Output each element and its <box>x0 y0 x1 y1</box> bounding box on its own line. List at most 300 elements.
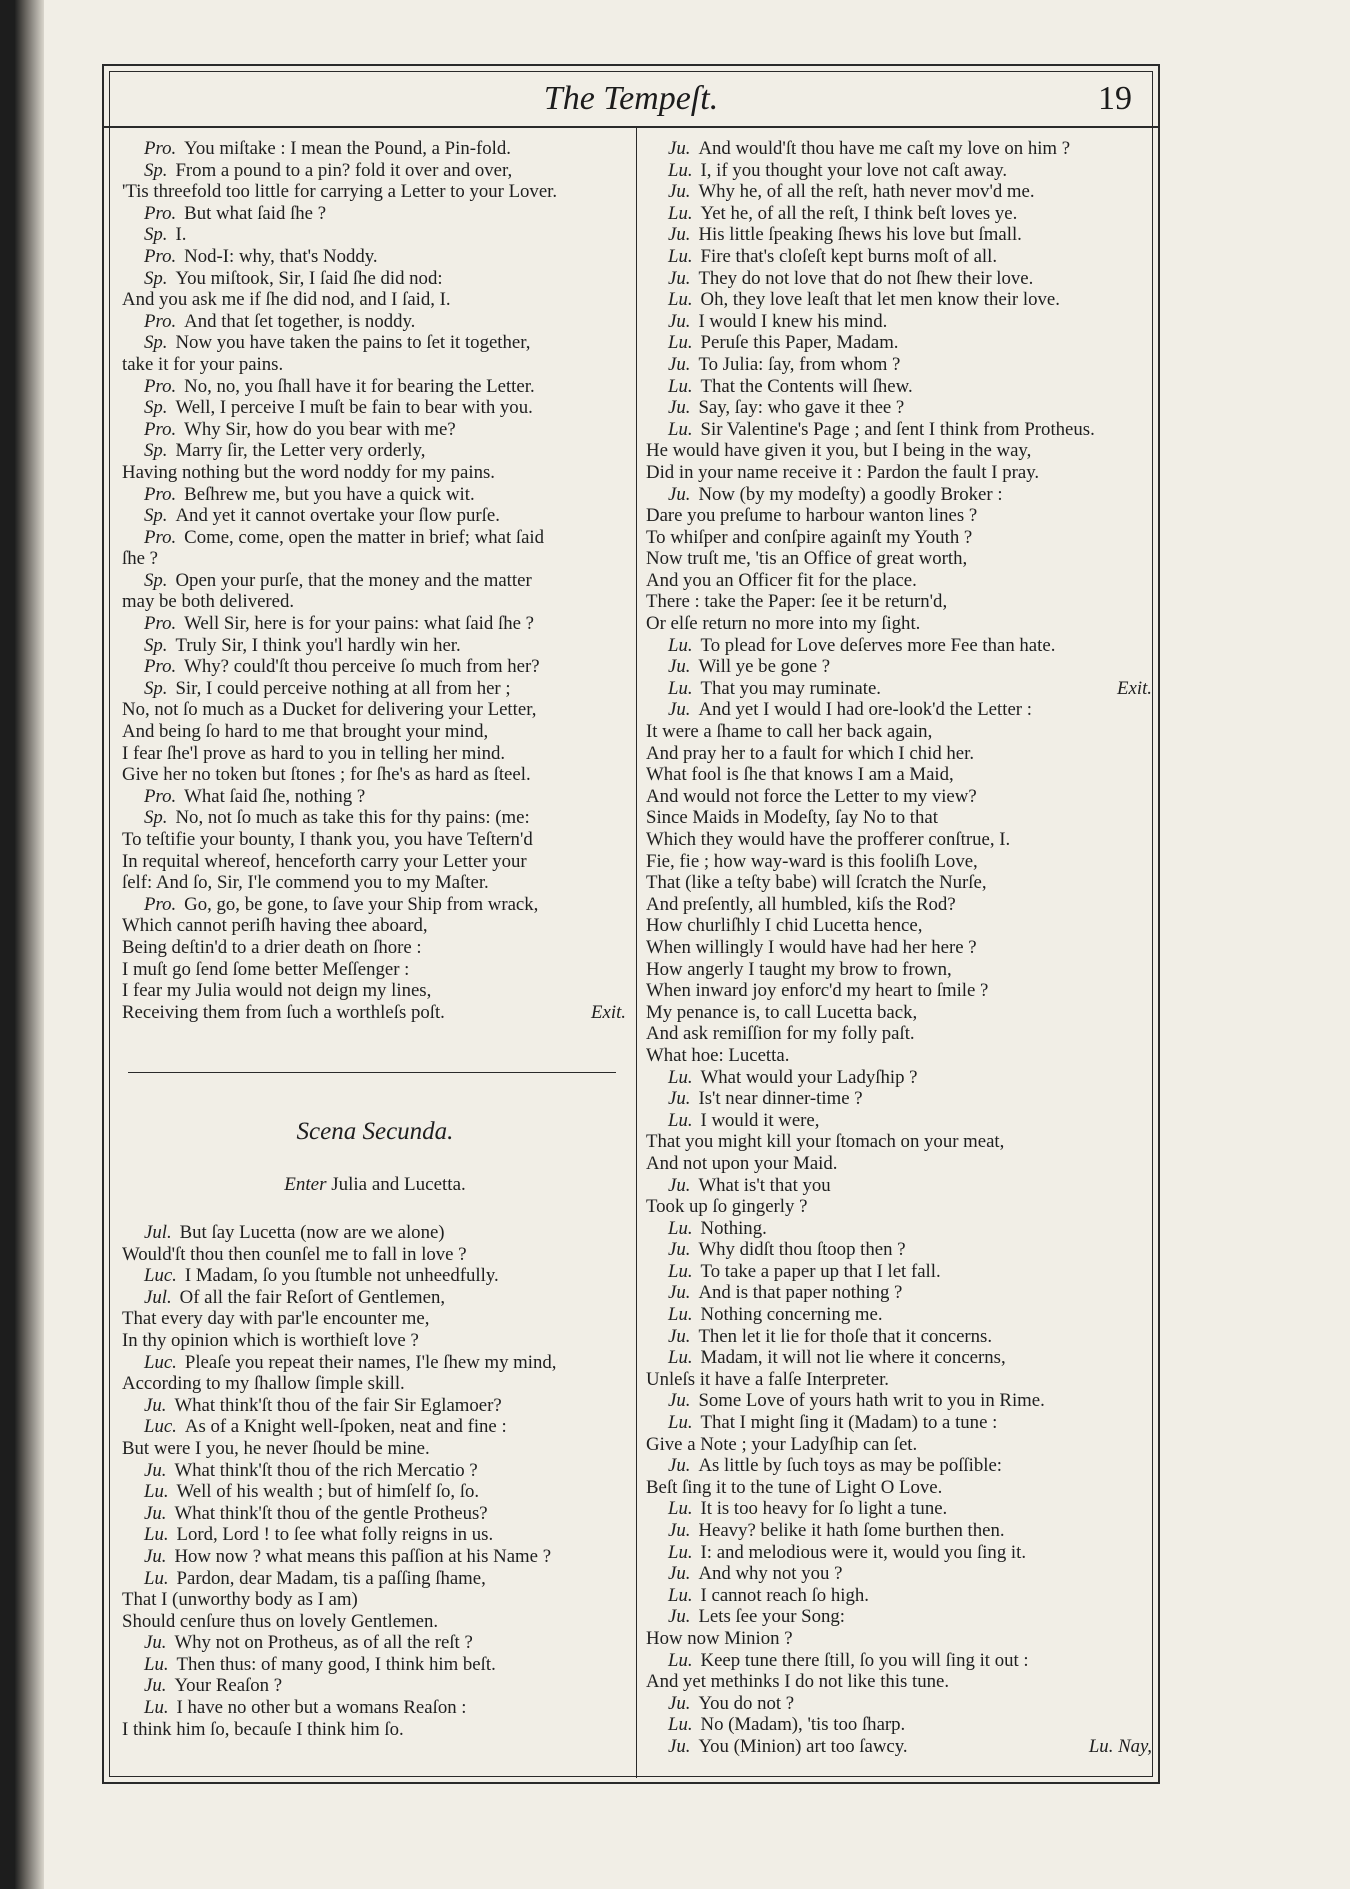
text-line <box>646 332 1154 354</box>
text-line <box>122 1416 628 1438</box>
line-text: I Madam, ſo you ſtumble not unheedfully. <box>184 1265 499 1287</box>
text-line <box>122 181 628 203</box>
text-line <box>122 397 628 419</box>
speaker-label: Lu. <box>668 1412 693 1434</box>
line-text: Which cannot periſh having thee aboard, <box>122 915 428 937</box>
line-text: Fire that's cloſeſt kept burns moſt of all. <box>700 245 998 267</box>
line-text: What think'ſt thou of the fair Sir Eglamoer? <box>174 1394 502 1416</box>
text-line <box>646 246 1154 268</box>
line-text: Your Reaſon ? <box>174 1675 283 1697</box>
line-text: may be both delivered. <box>122 591 295 613</box>
text-line <box>122 1697 628 1719</box>
line-text: I. <box>175 224 187 246</box>
text-line <box>646 915 1154 937</box>
line-text: And not upon your Maid. <box>646 1152 838 1174</box>
line-text: And preſently, all humbled, kiſs the Rod? <box>646 893 956 915</box>
line-text: And ask remiſſion for my folly paſt. <box>646 1023 915 1045</box>
line-text: Which they would have the profferer conſtrue, I. <box>646 829 1011 850</box>
speaker-label: Pro. <box>144 245 177 267</box>
line-text: In thy opinion which is worthieſt love ? <box>122 1329 419 1351</box>
text-line <box>122 678 628 700</box>
text-line <box>122 1222 628 1244</box>
line-text: That you may ruminate. <box>700 677 881 699</box>
text-line <box>646 1542 1154 1564</box>
line-text: I would I knew his mind. <box>698 310 888 332</box>
text-line <box>122 1287 628 1309</box>
speaker-label: Pro. <box>144 138 177 159</box>
speaker-label: Sp. <box>144 634 168 656</box>
line-text: Truly Sir, I think you'l hardly win her. <box>175 634 461 656</box>
line-text: Took up ſo gingerly ? <box>646 1196 808 1218</box>
line-text: take it for your pains. <box>122 353 284 375</box>
text-line <box>122 894 628 916</box>
speaker-label: Ju. <box>668 1088 691 1110</box>
text-line <box>646 1326 1154 1348</box>
line-text: But what ſaid ſhe ? <box>184 202 327 224</box>
line-text: And you an Officer fit for the place. <box>646 569 917 591</box>
speaker-label: Ju. <box>668 1390 691 1412</box>
header-rule <box>102 126 1160 128</box>
speaker-label: Ju. <box>668 656 691 678</box>
speaker-label: Lu. <box>668 418 693 440</box>
speaker-label: Sp. <box>144 159 168 181</box>
speaker-label: Pro. <box>144 375 177 397</box>
speaker-label: Ju. <box>668 699 691 721</box>
text-line <box>122 980 628 1002</box>
text-line <box>122 376 628 398</box>
line-text: You miſtake : I mean the Pound, a Pin-fold. <box>184 138 511 159</box>
text-line <box>122 635 628 657</box>
speaker-label: Sp. <box>144 397 168 419</box>
speaker-label: Lu. <box>668 1541 693 1563</box>
line-text: Did in your name receive it : Pardon the fault I pray. <box>646 461 1040 483</box>
text-line <box>646 1110 1154 1132</box>
text-line <box>646 440 1154 462</box>
text-line <box>122 203 628 225</box>
speaker-label: Sp. <box>144 224 168 246</box>
line-text: Well, I perceive I muſt be fain to bear with you. <box>175 397 533 419</box>
text-line <box>646 699 1154 721</box>
page-number: 19 <box>1098 80 1132 117</box>
text-line <box>646 138 1154 160</box>
line-text: I have no other but a womans Reaſon : <box>176 1697 467 1719</box>
line-text: When willingly I would have had her here ? <box>646 936 977 958</box>
line-text: Fie, fie ; how way-ward is this fooliſh Love, <box>646 850 978 872</box>
speaker-label: Ju. <box>144 1459 167 1481</box>
line-text: Receiving them from ſuch a worthleſs poſt. <box>122 1001 445 1023</box>
text-line <box>646 1282 1154 1304</box>
line-text: And you ask me if ſhe did nod, and I ſaid, I. <box>122 289 451 311</box>
text-line <box>122 289 628 311</box>
line-text: No, no, you ſhall have it for bearing the Letter. <box>184 375 535 397</box>
line-text: I would it were, <box>700 1109 820 1131</box>
line-text: Would'ſt thou then counſel me to fall in love ? <box>122 1243 467 1265</box>
page-gutter-shadow <box>14 0 44 1889</box>
text-line <box>646 1239 1154 1261</box>
text-line <box>122 786 628 808</box>
line-text: You miſtook, Sir, I ſaid ſhe did nod: <box>175 267 443 289</box>
line-text: Pleaſe you repeat their names, I'le ſhew my mind, <box>184 1351 557 1373</box>
text-line <box>122 1632 628 1654</box>
text-line <box>646 1196 1154 1218</box>
speaker-label: Ju. <box>668 1563 691 1585</box>
text-line <box>122 1503 628 1525</box>
line-text: Lets ſee your Song: <box>698 1606 846 1628</box>
line-text: Is't near dinner-time ? <box>698 1088 863 1110</box>
line-text: To whiſper and conſpire againſt my Youth ? <box>646 526 973 548</box>
text-line <box>122 1460 628 1482</box>
line-text: Dare you preſume to harbour wanton lines ? <box>646 505 978 527</box>
text-line <box>122 570 628 592</box>
line-text: Peruſe this Paper, Madam. <box>700 332 899 354</box>
line-text: As little by ſuch toys as may be poſſible: <box>698 1455 1003 1477</box>
text-line <box>122 1002 628 1024</box>
speaker-label: Sp. <box>144 332 168 354</box>
text-line <box>122 1611 628 1633</box>
speaker-label: Lu. <box>668 159 693 181</box>
text-line <box>122 548 628 570</box>
line-text: How now ? what means this paſſion at his Name ? <box>174 1545 552 1567</box>
text-line <box>122 1675 628 1697</box>
text-line <box>646 1153 1154 1175</box>
text-line <box>646 678 1154 700</box>
text-line <box>646 224 1154 246</box>
text-line <box>646 527 1154 549</box>
text-line <box>646 829 1154 851</box>
text-line <box>646 959 1154 981</box>
text-line <box>122 505 628 527</box>
speaker-label: Lu. <box>668 375 693 397</box>
line-text: According to my ſhallow ſimple skill. <box>122 1373 405 1395</box>
line-text: Give a Note ; your Ladyſhip can ſet. <box>646 1433 918 1455</box>
text-line <box>646 851 1154 873</box>
line-text: But were I you, he never ſhould be mine. <box>122 1437 430 1459</box>
text-line <box>646 1304 1154 1326</box>
exit-direction: Exit. <box>591 1001 626 1023</box>
text-line <box>122 1330 628 1352</box>
text-line <box>646 570 1154 592</box>
text-line <box>646 613 1154 635</box>
text-line <box>122 829 628 851</box>
text-line <box>646 419 1154 441</box>
text-line <box>646 1736 1154 1758</box>
line-text: And is that paper nothing ? <box>698 1282 903 1304</box>
left-column-scene-text <box>122 1222 628 1740</box>
line-text: Why didſt thou ſtoop then ? <box>698 1239 906 1261</box>
line-text: Nothing concerning me. <box>700 1304 883 1326</box>
line-text: In requital whereof, henceforth carry your Letter your <box>122 850 527 872</box>
right-column-text <box>646 138 1154 1758</box>
speaker-label: Lu. <box>668 1304 693 1326</box>
text-line <box>646 656 1154 678</box>
text-line <box>646 807 1154 829</box>
line-text: They do not love that do not ſhew their love. <box>698 267 1034 289</box>
line-text: Oh, they love leaſt that let men know their love. <box>700 289 1060 311</box>
text-line <box>646 1650 1154 1672</box>
speaker-label: Pro. <box>144 613 177 635</box>
speaker-label: Lu. <box>668 1498 693 1520</box>
speaker-label: Sp. <box>144 677 168 699</box>
line-text: And why not you ? <box>698 1563 843 1585</box>
text-line <box>122 419 628 441</box>
line-text: I muſt go ſend ſome better Meſſenger : <box>122 958 410 980</box>
text-line <box>122 462 628 484</box>
text-line <box>646 1693 1154 1715</box>
text-line <box>122 1395 628 1417</box>
line-text: That I (unworthy body as I am) <box>122 1589 358 1611</box>
line-text: I fear ſhe'l prove as hard to you in telling her mind. <box>122 742 506 764</box>
line-text: That the Contents will ſhew. <box>700 375 913 397</box>
speaker-label: Ju. <box>668 397 691 419</box>
text-line <box>646 289 1154 311</box>
line-text: 'Tis threefold too little for carrying a Letter to your Lover. <box>122 181 558 203</box>
speaker-label: Lu. <box>668 1714 693 1736</box>
text-line <box>646 397 1154 419</box>
line-text: I think him ſo, becauſe I think him ſo. <box>122 1718 404 1740</box>
stage-direction <box>122 1174 628 1196</box>
line-text: Heavy? belike it hath ſome burthen then. <box>698 1520 1005 1541</box>
text-line <box>122 937 628 959</box>
line-text: Then let it lie for thoſe that it concerns. <box>698 1325 993 1347</box>
speaker-label: Lu. <box>668 1584 693 1606</box>
text-line <box>122 440 628 462</box>
line-text: There : take the Paper: ſee it be return'd, <box>646 591 948 613</box>
text-line <box>646 764 1154 786</box>
speaker-label: Jul. <box>144 1222 172 1243</box>
line-text: Being deſtin'd to a drier death on ſhore : <box>122 936 422 958</box>
text-line <box>646 1045 1154 1067</box>
text-line <box>122 1568 628 1590</box>
speaker-label: Ju. <box>668 1520 691 1541</box>
text-line <box>122 138 628 160</box>
speaker-label: Pro. <box>144 785 177 807</box>
speaker-label: Lu. <box>668 634 693 656</box>
text-line <box>646 635 1154 657</box>
speaker-label: Lu. <box>668 1109 693 1131</box>
line-text: Should cenſure thus on lovely Gentlemen. <box>122 1610 439 1632</box>
text-line <box>646 1455 1154 1477</box>
speaker-label: Lu. <box>668 202 693 224</box>
text-line <box>646 1671 1154 1693</box>
text-line <box>122 613 628 635</box>
speaker-label: Ju. <box>668 1174 691 1196</box>
text-line <box>646 980 1154 1002</box>
line-text: What think'ſt thou of the gentle Protheus? <box>174 1502 488 1524</box>
line-text: It were a ſhame to call her back again, <box>646 721 933 743</box>
speaker-label: Pro. <box>144 893 177 915</box>
line-text: But ſay Lucetta (now are we alone) <box>179 1222 445 1243</box>
text-line <box>122 268 628 290</box>
line-text: Sir Valentine's Page ; and ſent I think from Protheus. <box>700 418 1095 440</box>
line-text: Keep tune there ſtill, ſo you will ſing it out : <box>700 1649 1029 1671</box>
speaker-label: Lu. <box>144 1567 169 1589</box>
line-text: How now Minion ? <box>646 1627 793 1649</box>
line-text: Beſhrew me, but you have a quick wit. <box>184 483 475 505</box>
speaker-label: Ju. <box>144 1502 167 1524</box>
line-text: I cannot reach ſo high. <box>700 1584 869 1606</box>
line-text: Say, ſay: who gave it thee ? <box>698 397 905 419</box>
line-text: And yet I would I had ore-look'd the Letter : <box>698 699 1032 721</box>
line-text: Having nothing but the word noddy for my pains. <box>122 461 495 483</box>
line-text: Now (by my modeſty) a goodly Broker : <box>698 483 1003 505</box>
text-line <box>122 656 628 678</box>
speaker-label: Lu. <box>668 1066 693 1088</box>
text-line <box>646 1563 1154 1585</box>
line-text: It is too heavy for ſo light a tune. <box>700 1498 948 1520</box>
speaker-label: Sp. <box>144 267 168 289</box>
text-line <box>646 1434 1154 1456</box>
text-line <box>646 1347 1154 1369</box>
line-text: When inward joy enforc'd my heart to ſmile ? <box>646 980 989 1002</box>
speaker-label: Luc. <box>144 1265 177 1287</box>
text-line <box>122 1654 628 1676</box>
line-text: What is't that you <box>698 1174 831 1196</box>
speaker-label: Ju. <box>668 353 691 375</box>
line-text: Give her no token but ſtones ; for ſhe's as hard as ſteel. <box>122 764 531 786</box>
text-line <box>122 246 628 268</box>
text-line <box>646 1585 1154 1607</box>
text-line <box>646 1023 1154 1045</box>
line-text: As of a Knight well-ſpoken, neat and fine : <box>184 1416 507 1438</box>
speaker-label: Ju. <box>668 267 691 289</box>
line-text: No, not ſo much as a Ducket for delivering your Letter, <box>122 699 537 721</box>
line-text: Will ye be gone ? <box>698 656 831 678</box>
line-text: Sir, I could perceive nothing at all from her ; <box>175 677 511 699</box>
text-line <box>122 915 628 937</box>
text-line <box>646 1218 1154 1240</box>
text-line <box>122 224 628 246</box>
line-text: Of all the fair Reſort of Gentlemen, <box>179 1286 446 1308</box>
line-text: Unleſs it have a falſe Interpreter. <box>646 1368 890 1390</box>
line-text: That you might kill your ſtomach on your meat, <box>646 1131 1005 1153</box>
text-line <box>646 1606 1154 1628</box>
line-text: That (like a teſty babe) will ſcratch the Nurſe, <box>646 872 987 894</box>
exit-direction: Lu. Nay, <box>1088 1735 1152 1757</box>
line-text: I fear my Julia would not deign my lines, <box>122 980 432 1002</box>
line-text: Nothing. <box>700 1217 767 1239</box>
exit-direction: Exit. <box>1117 677 1152 699</box>
line-text: And yet it cannot overtake your ſlow purſe. <box>175 505 500 527</box>
text-line <box>122 1438 628 1460</box>
text-line <box>646 721 1154 743</box>
text-line <box>122 807 628 829</box>
running-title: The Tempeſt. <box>543 80 719 117</box>
line-text: Come, come, open the matter in brief; what ſaid <box>184 526 545 548</box>
line-text: Or elſe return no more into my ſight. <box>646 613 921 635</box>
speaker-label: Ju. <box>668 310 691 332</box>
speaker-label: Ju. <box>668 181 691 203</box>
line-text: Why not on Protheus, as of all the reſt ? <box>174 1632 473 1654</box>
speaker-label: Luc. <box>144 1416 177 1438</box>
text-line <box>646 160 1154 182</box>
text-line <box>646 1088 1154 1110</box>
text-line <box>646 354 1154 376</box>
line-text: That I might ſing it (Madam) to a tune : <box>700 1412 998 1434</box>
line-text: Pardon, dear Madam, tis a paſſing ſhame, <box>176 1567 486 1589</box>
line-text: What think'ſt thou of the rich Mercatio ? <box>174 1459 478 1481</box>
line-text: You do not ? <box>698 1692 795 1714</box>
speaker-label: Ju. <box>668 138 691 159</box>
text-line <box>122 1265 628 1287</box>
text-line <box>646 462 1154 484</box>
text-line <box>646 1369 1154 1391</box>
text-line <box>646 1131 1154 1153</box>
line-text: ſhe ? <box>122 548 158 570</box>
text-line <box>122 699 628 721</box>
speaker-label: Lu. <box>668 332 693 354</box>
text-line <box>122 484 628 506</box>
line-text: Nod-I: why, that's Noddy. <box>184 245 378 267</box>
line-text: And being ſo hard to me that brought your mind, <box>122 721 489 743</box>
text-line <box>122 354 628 376</box>
speaker-label: Ju. <box>144 1545 167 1567</box>
line-text: Some Love of yours hath writ to you in Rime. <box>698 1390 1045 1412</box>
text-line <box>122 160 628 182</box>
line-text: Open your purſe, that the money and the matter <box>175 569 532 591</box>
text-line <box>646 1175 1154 1197</box>
line-text: To teſtifie your bounty, I thank you, you have Teſtern'd <box>122 829 533 850</box>
speaker-label: Pro. <box>144 310 177 332</box>
text-line <box>646 203 1154 225</box>
text-line <box>122 851 628 873</box>
line-text: Lord, Lord ! to ſee what folly reigns in us. <box>176 1524 494 1546</box>
text-line <box>646 1261 1154 1283</box>
line-text: To Julia: ſay, from whom ? <box>698 353 901 375</box>
text-line <box>646 1498 1154 1520</box>
text-line <box>122 1481 628 1503</box>
line-text: Why Sir, how do you bear with me? <box>184 418 456 440</box>
text-line <box>122 959 628 981</box>
text-line <box>646 1520 1154 1542</box>
column-divider <box>636 128 637 1778</box>
speaker-label: Lu. <box>668 677 693 699</box>
line-text: To plead for Love deſerves more Fee than hate. <box>700 634 1056 656</box>
speaker-label: Lu. <box>668 1347 693 1369</box>
line-text: That every day with par'le encounter me, <box>122 1308 430 1330</box>
text-line <box>122 721 628 743</box>
line-text: What would your Ladyſhip ? <box>700 1066 918 1088</box>
text-line <box>122 743 628 765</box>
text-line <box>646 743 1154 765</box>
speaker-label: Lu. <box>144 1524 169 1546</box>
text-line <box>646 872 1154 894</box>
text-line <box>122 1546 628 1568</box>
line-text: And that ſet together, is noddy. <box>184 310 416 332</box>
text-line <box>122 764 628 786</box>
text-line <box>122 1352 628 1374</box>
text-line <box>122 1524 628 1546</box>
line-text: And yet methinks I do not like this tune. <box>646 1671 950 1693</box>
text-line <box>646 786 1154 808</box>
speaker-label: Sp. <box>144 505 168 527</box>
line-text: Why? could'ſt thou perceive ſo much from her? <box>184 656 540 678</box>
speaker-label: Lu. <box>144 1697 169 1719</box>
speaker-label: Sp. <box>144 807 168 829</box>
speaker-label: Ju. <box>144 1394 167 1416</box>
scene-heading: Scena Secunda. <box>296 1118 454 1145</box>
line-text: What hoe: Lucetta. <box>646 1044 790 1066</box>
speaker-label: Lu. <box>144 1481 169 1503</box>
text-line <box>646 311 1154 333</box>
line-text: What ſaid ſhe, nothing ? <box>184 785 366 807</box>
speaker-label: Lu. <box>668 245 693 267</box>
speaker-label: Sp. <box>144 440 168 462</box>
left-column-text <box>122 138 628 1023</box>
line-text: And would'ſt thou have me caſt my love on him ? <box>698 138 1071 159</box>
line-text: To take a paper up that I let fall. <box>700 1260 941 1282</box>
line-text: My penance is, to call Lucetta back, <box>646 1001 918 1023</box>
line-text: His little ſpeaking ſhews his love but ſmall. <box>698 224 1022 246</box>
